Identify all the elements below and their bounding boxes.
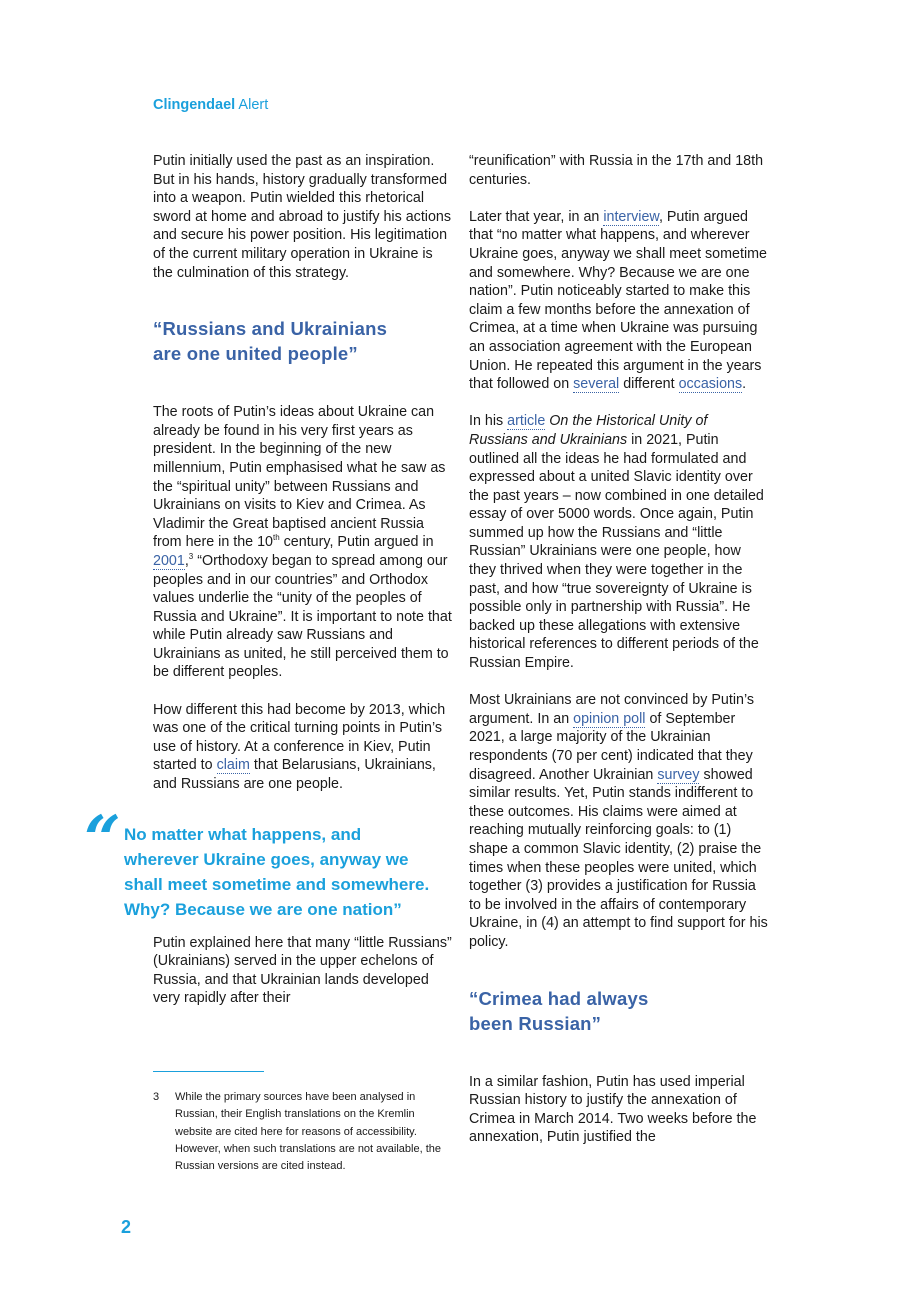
paragraph (469, 208, 769, 394)
text-run: The roots of Putin’s ideas about Ukraine can already be found in his very first years as president. In the beginning of the new millennium, Putin emphasised what he saw as the “spiritual unity” between Russians and Ukrainians on visits to Kiev and Crimea. As Vladimir the Great baptised ancient Russia from here in the 10 (153, 404, 446, 551)
paragraph (469, 412, 769, 672)
heading-line: are one united people” (153, 343, 358, 365)
section-heading (469, 986, 769, 1036)
text-run: showed similar results. Yet, Putin stands indifferent to these outcomes. His claims were aimed at reaching mutually reinforcing goals: to (1) shape a common Slavic identity, (2) praise the times when these peoples were united, which together (3) provides a justification for Russia to be involved in the affairs of contemporary Ukraine, in (4) an attempt to find support for his policy. (469, 766, 768, 950)
text-run: , (184, 552, 189, 569)
quote-line: No matter what happens, and (124, 825, 362, 844)
page-number: 2 (121, 1217, 132, 1237)
text-run: of September 2021, a large majority of the Ukrainian respondents (70 per cent) indicated that they disagreed. Another Ukrainian (469, 710, 753, 783)
text-run: Later that year, in an (469, 208, 604, 225)
quote-line: shall meet sometime and somewhere. (124, 875, 430, 894)
text-run: “Orthodoxy began to spread among our peoples and in our countries” and Orthodox values underlie the “unity of the peoples of Russia and Ukraine”. It is important to note that while Putin already saw Russians and Ukrainians as united, he still perceived them to be different peoples. (153, 552, 452, 681)
article-title: On the Historical Unity of Russians and Ukrainians (469, 413, 708, 448)
running-header (153, 97, 268, 113)
heading-line: been Russian” (469, 1012, 602, 1034)
text-run: How different this had become by 2013, which was one of the critical turning points in Putin’s use of history. At a conference in Kiev, Putin started to (153, 701, 446, 774)
paragraph: Putin initially used the past as an inspiration. But in his hands, history gradually transformed into a weapon. Putin wielded this rhetorical sword at home and abroad to justify his actions and secure his power position. His legitimation of the current military operation in Ukraine is the culmination of this strategy. (153, 153, 452, 281)
link-article[interactable]: article (507, 413, 546, 430)
footnote-ref[interactable]: 3 (188, 552, 194, 562)
footnote-text: While the primary sources have been analysed in Russian, their English translations on the Kremlin website are cited here for reasons of accessibility. However, when such translations are not available, the Russian versions are cited instead. (175, 1091, 441, 1173)
text-run: different (619, 376, 679, 393)
pull-quote-text (124, 822, 464, 922)
text-run: In his (469, 413, 508, 430)
paragraph: Putin explained here that many “little Russians” (Ukrainians) served in the upper echelons of Russia, and that Ukrainian lands developed very rapidly after their (153, 934, 452, 1007)
link-several[interactable]: several (573, 376, 620, 393)
link-claim[interactable]: claim (216, 757, 250, 774)
footnote-divider (153, 1071, 264, 1072)
quote-line: wherever Ukraine goes, anyway we (124, 850, 409, 869)
text-run: in 2021, Putin outlined all the ideas he had formulated and expressed about a united Slavic identity over the past years – now combined in one detailed essay of over 5000 words. Once again, Putin summed up how the Russians and “little Russian” Ukrainians were one people, how they thrived when they were together in the past, and how “true sovereignty of Ukraine is possible only in partnership with Russia”. He backed up these allegations with extensive historical references to different periods of the Russian Empire. (469, 431, 764, 672)
header-brand: Clingendael (153, 97, 236, 113)
superscript: th (273, 533, 280, 543)
link-survey[interactable]: survey (657, 766, 700, 783)
paragraph (469, 691, 769, 951)
footnote-number: 3 (153, 1091, 160, 1103)
paragraph: “reunification” with Russia in the 17th and 18th centuries. (469, 153, 764, 188)
text-run: Most Ukrainians are not convinced by Putin’s argument. In an (469, 692, 755, 727)
paragraph: In a similar fashion, Putin has used imperial Russian history to justify the annexation of Crimea in March 2014. Two weeks before the annexation, Putin justified the (469, 1073, 757, 1146)
link-interview[interactable]: interview (603, 208, 659, 225)
text-run: , Putin argued that “no matter what happens, and wherever Ukraine goes, anyway we shall meet sometime and somewhere. Why? Because we are one nation”. Putin noticeably started to make this claim a few months before the annexation of Crimea, at a time when Ukraine was pursuing an association agreement with the European Union. He repeated this argument in the years that followed on (469, 208, 767, 393)
heading-line: “Russians and Ukrainians (153, 318, 388, 340)
section-heading (153, 316, 453, 366)
paragraph (153, 403, 453, 682)
paragraph (153, 701, 453, 794)
text-run: century, Putin argued in (279, 534, 434, 551)
quote-line: Why? Because we are one nation” (124, 900, 402, 919)
text-run: that Belarusians, Ukrainians, and Russians are one people. (153, 757, 436, 793)
text-run: . (742, 376, 747, 393)
link-opinion-poll[interactable]: opinion poll (573, 710, 646, 727)
right-column (469, 152, 769, 1166)
quote-mark-icon: “ (84, 802, 121, 877)
header-section: Alert (238, 97, 269, 113)
link-2001[interactable]: 2001 (153, 552, 185, 569)
link-occasions[interactable]: occasions (678, 376, 743, 393)
heading-line: “Crimea had always (469, 987, 649, 1009)
